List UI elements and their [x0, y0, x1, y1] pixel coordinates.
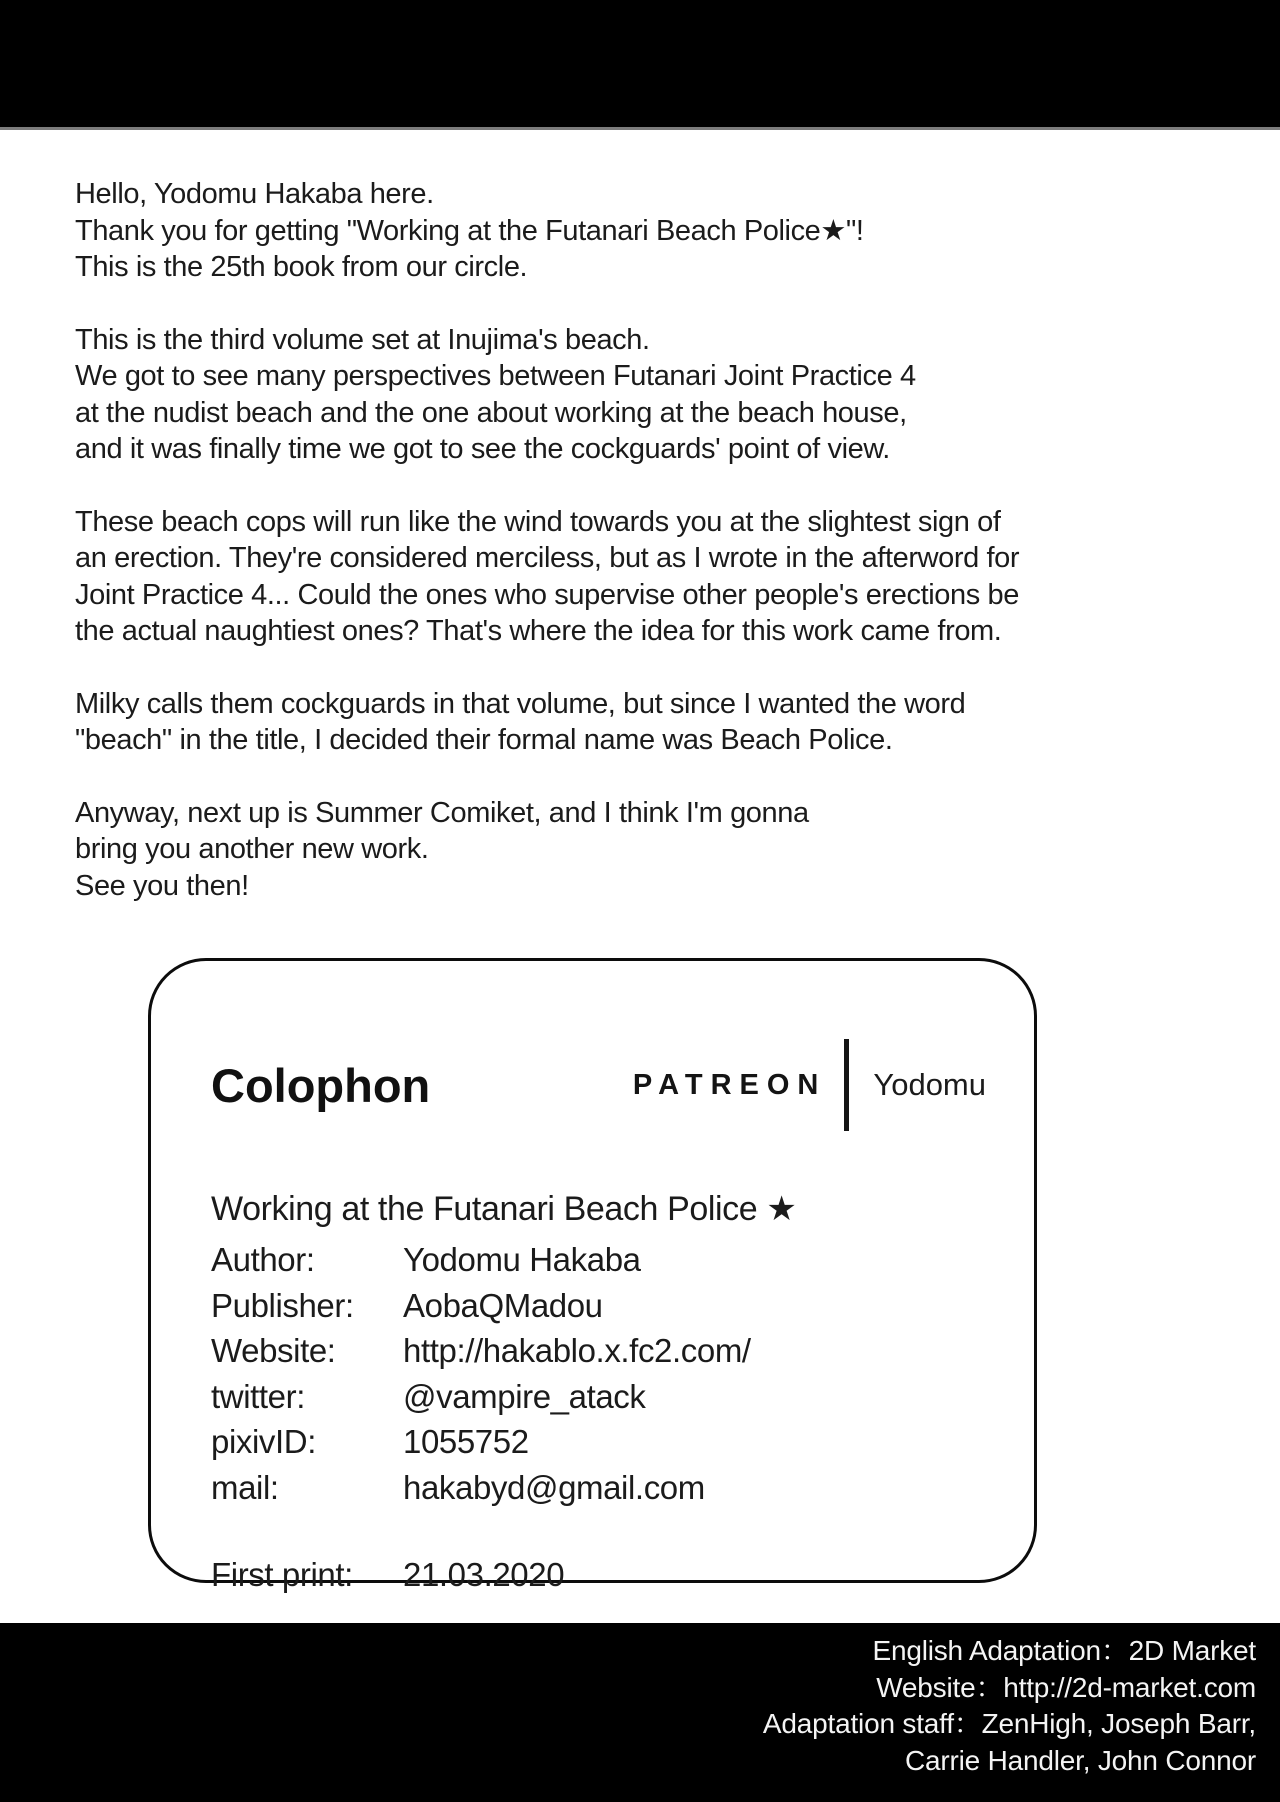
text-line: Anyway, next up is Summer Comiket, and I think I'm gonna — [75, 796, 809, 829]
text-line: These beach cops will run like the wind towards you at the slightest sign of — [75, 505, 1001, 538]
paragraph — [75, 176, 1215, 286]
text-line: at the nudist beach and the one about working at the beach house, — [75, 396, 907, 429]
info-label: Author: — [211, 1241, 315, 1278]
info-row-author — [211, 1237, 986, 1283]
text-line: We got to see many perspectives between Futanari Joint Practice 4 — [75, 360, 916, 392]
credit-line: English Adaptation：2D Market — [872, 1635, 1256, 1666]
paragraph — [75, 686, 1215, 759]
adaptation-credits — [0, 1633, 1256, 1779]
text-line: bring you another new work. — [75, 833, 429, 865]
text-line: This is the 25th book from our circle. — [75, 251, 528, 283]
footer-black-bar — [0, 1623, 1280, 1802]
patreon-divider-bar — [844, 1039, 849, 1131]
info-label: Publisher: — [211, 1286, 354, 1324]
text-line: Joint Practice 4... Could the ones who supervise other people's erections be — [75, 578, 1019, 611]
patreon-lockup — [633, 1039, 986, 1131]
text-line: Milky calls them cockguards in that volume, but since I wanted the word — [75, 687, 966, 720]
info-row-twitter — [211, 1374, 986, 1420]
afterword-text — [75, 176, 1215, 940]
text-line: Thank you for getting "Working at the Futanari Beach Police★"! — [75, 214, 864, 247]
colophon-header — [211, 1039, 986, 1131]
first-print-value: 21.03.2020 — [403, 1556, 565, 1593]
colophon-info-rows — [211, 1237, 986, 1510]
colophon-box — [148, 958, 1037, 1593]
patreon-logo: PATREON — [632, 1068, 827, 1101]
info-row-mail — [211, 1465, 986, 1511]
text-line: the actual naughtiest ones? That's where the idea for this work came from. — [75, 615, 1002, 647]
info-label: pixivID: — [211, 1423, 316, 1460]
info-row-publisher — [211, 1283, 986, 1329]
patreon-account-name: Yodomu — [873, 1067, 986, 1102]
info-row-website — [211, 1328, 986, 1374]
info-value: 1055752 — [403, 1423, 529, 1460]
info-label: Website: — [211, 1332, 336, 1369]
credit-line: Carrie Handler, John Connor — [904, 1744, 1256, 1776]
first-print-label: First print: — [211, 1556, 353, 1593]
text-line: and it was finally time we got to see the cockguards' point of view. — [75, 433, 890, 465]
info-label: twitter: — [211, 1377, 305, 1415]
text-line: This is the third volume set at Inujima's beach. — [75, 323, 650, 356]
top-black-bar — [0, 0, 1280, 130]
text-line: "beach" in the title, I decided their formal name was Beach Police. — [75, 724, 893, 756]
paragraph — [75, 504, 1215, 650]
credit-line: Website：http://2d-market.com — [876, 1671, 1256, 1703]
info-value: http://hakablo.x.fc2.com/ — [403, 1332, 751, 1369]
colophon-content — [151, 961, 1034, 1597]
info-label: mail: — [211, 1468, 279, 1506]
paragraph — [75, 322, 1215, 468]
info-value: @vampire_atack — [403, 1377, 646, 1415]
info-value: AobaQMadou — [403, 1286, 603, 1324]
text-line: Hello, Yodomu Hakaba here. — [75, 178, 434, 210]
first-print-row — [211, 1552, 986, 1597]
text-line: See you then! — [75, 869, 249, 902]
info-row-pixiv — [211, 1419, 986, 1465]
text-line: an erection. They're considered merciless, but as I wrote in the afterword for — [75, 542, 1020, 574]
colophon-title: Colophon — [211, 1058, 431, 1112]
book-title: Working at the Futanari Beach Police ★ — [211, 1190, 797, 1228]
credit-line: Adaptation staff：ZenHigh, Joseph Barr, — [762, 1708, 1256, 1739]
info-value: hakabyd@gmail.com — [403, 1468, 705, 1506]
paragraph — [75, 795, 1215, 905]
info-value: Yodomu Hakaba — [403, 1241, 641, 1278]
